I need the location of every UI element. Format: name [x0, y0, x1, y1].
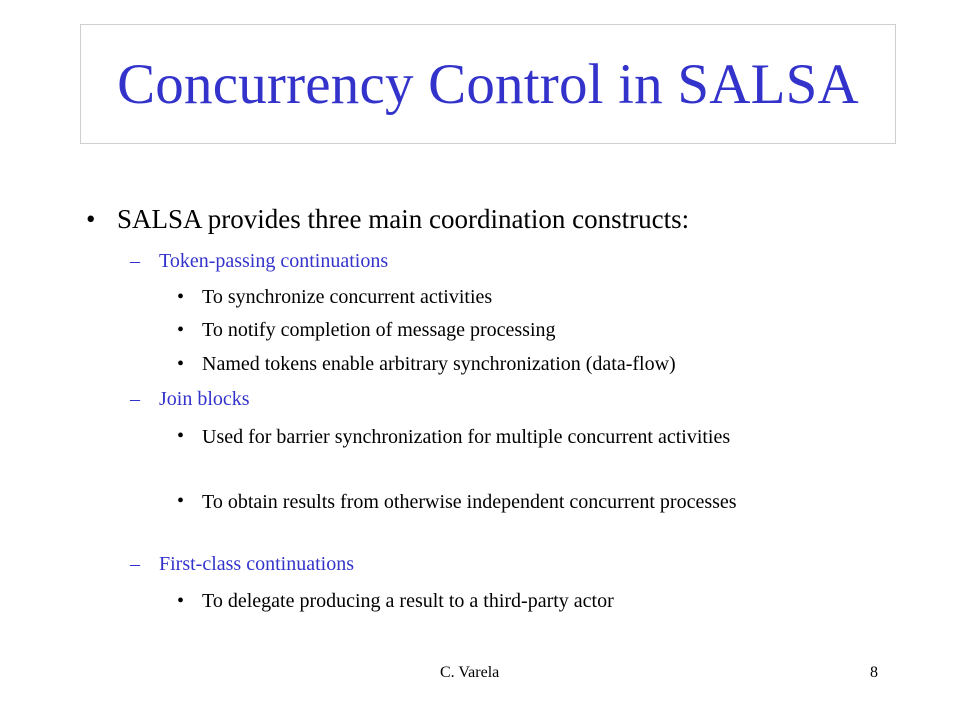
sub-bullet-marker: •	[177, 286, 185, 308]
section-heading-first-class: First-class continuations	[159, 553, 354, 575]
list-item: To synchronize concurrent activities	[202, 286, 493, 308]
sub-bullet-marker: •	[177, 353, 185, 375]
list-item: To obtain results from otherwise independent concurrent processes	[202, 491, 737, 513]
dash-marker: –	[130, 388, 140, 410]
list-item: Named tokens enable arbitrary synchronization (data-flow)	[202, 353, 676, 375]
sub-bullet-marker: •	[177, 425, 185, 447]
section-heading-join-blocks: Join blocks	[159, 388, 250, 410]
slide-title: Concurrency Control in SALSA	[117, 52, 859, 116]
sub-bullet-marker: •	[177, 319, 185, 341]
dash-marker: –	[130, 250, 140, 272]
main-point: SALSA provides three main coordination constructs:	[117, 204, 690, 234]
list-item: Used for barrier synchronization for multiple concurrent activities	[202, 426, 731, 448]
dash-marker: –	[130, 553, 140, 575]
list-item: To delegate producing a result to a third-party actor	[202, 590, 614, 612]
bullet-marker: •	[86, 204, 96, 234]
list-item: To notify completion of message processing	[202, 319, 556, 341]
sub-bullet-marker: •	[177, 490, 185, 512]
page-number: 8	[870, 664, 878, 681]
title-box	[80, 24, 896, 144]
sub-bullet-marker: •	[177, 590, 185, 612]
section-heading-token-passing: Token-passing continuations	[159, 250, 389, 272]
footer-author: C. Varela	[440, 664, 500, 681]
